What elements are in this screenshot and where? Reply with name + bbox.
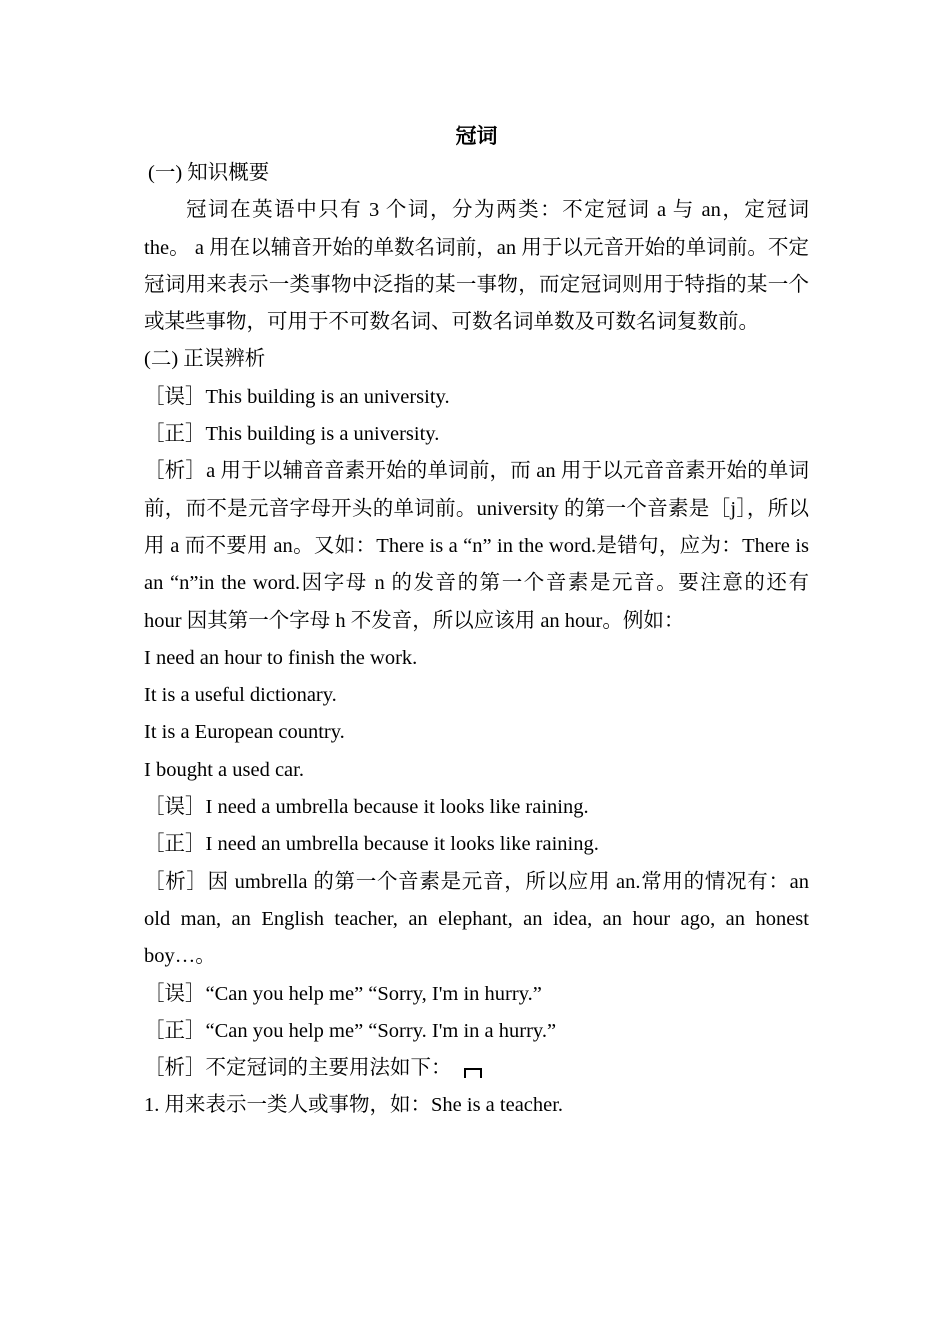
wrong-sentence-2 xyxy=(144,789,809,826)
wrong-tag: ［误］ xyxy=(144,982,206,1005)
analysis-text: 因 umbrella 的第一个音素是元音，所以应用 an.常用的情况有：an old man, an English teacher, an elephant, an idea, an hour ago, an honest boy…。 xyxy=(144,870,810,968)
right-tag: ［正］ xyxy=(144,423,206,446)
analysis-tag: ［析］ xyxy=(144,870,208,893)
analysis-text: 不定冠词的主要用法如下： xyxy=(205,1057,452,1080)
wrong-tag: ［误］ xyxy=(144,385,206,408)
example-sentence: I need an hour to finish the work. xyxy=(144,646,418,669)
usage-item-1: 1. 用来表示一类人或事物，如：She is a teacher. xyxy=(144,1094,564,1117)
right-text: “Can you help me” “Sorry. I'm in a hurry.” xyxy=(205,1019,557,1042)
analysis-tag: ［析］ xyxy=(144,1057,206,1080)
analysis-paragraph-1 xyxy=(144,453,809,639)
wrong-tag: ［误］ xyxy=(144,796,206,819)
right-text: I need an umbrella because it looks like raining. xyxy=(205,833,599,856)
right-text: This building is a university. xyxy=(205,423,440,446)
document-page xyxy=(144,118,809,1125)
overview-paragraph: 冠词在英语中只有 3 个词，分为两类：不定冠词 a 与 an，定冠词 the。 a 用在以辅音开始的单数名词前，an 用于以元音开始的单词前。不定冠词用来表示一类事物中泛指的某一事物，而定冠词则用于特指的某一个或某些事物，可用于不可数名词、可数名词单数及可数名词复数前。 xyxy=(144,199,809,334)
wrong-sentence-3 xyxy=(144,976,809,1013)
right-sentence-2 xyxy=(144,826,809,863)
wrong-text: I need a umbrella because it looks like raining. xyxy=(205,796,589,819)
analysis-paragraph-3 xyxy=(144,1050,809,1087)
wrong-text: This building is an university. xyxy=(205,385,450,408)
example-sentence: It is a European country. xyxy=(144,721,345,744)
overview-heading: (一) 知识概要 xyxy=(148,162,270,184)
document-title: 冠词 xyxy=(455,124,498,148)
bracket-mark-icon xyxy=(464,1068,482,1078)
analysis-tag: ［析］ xyxy=(144,460,207,483)
wrong-text: “Can you help me” “Sorry, I'm in hurry.” xyxy=(205,982,542,1005)
right-tag: ［正］ xyxy=(144,833,206,856)
analysis-paragraph-2 xyxy=(144,864,809,976)
wrong-sentence-1 xyxy=(144,379,809,416)
right-sentence-1 xyxy=(144,416,809,453)
example-sentence: It is a useful dictionary. xyxy=(144,684,337,707)
right-sentence-3 xyxy=(144,1013,809,1050)
right-tag: ［正］ xyxy=(144,1019,206,1042)
example-sentence: I bought a used car. xyxy=(144,758,304,781)
analysis-text: a 用于以辅音音素开始的单词前，而 an 用于以元音音素开始的单词前，而不是元音字母开头的单词前。university 的第一个音素是［j］，所以用 a 而不要用 an。又如：There is a “n” in the word.是错句，应为：There is an “n”in the word.因字母 n 的发音的第一个音素是元音。要注意的还有 hour 因其第一个字母 h 不发音，所以应该用 an hour。例如： xyxy=(144,460,810,632)
analysis-heading: (二) 正误辨析 xyxy=(144,348,266,371)
